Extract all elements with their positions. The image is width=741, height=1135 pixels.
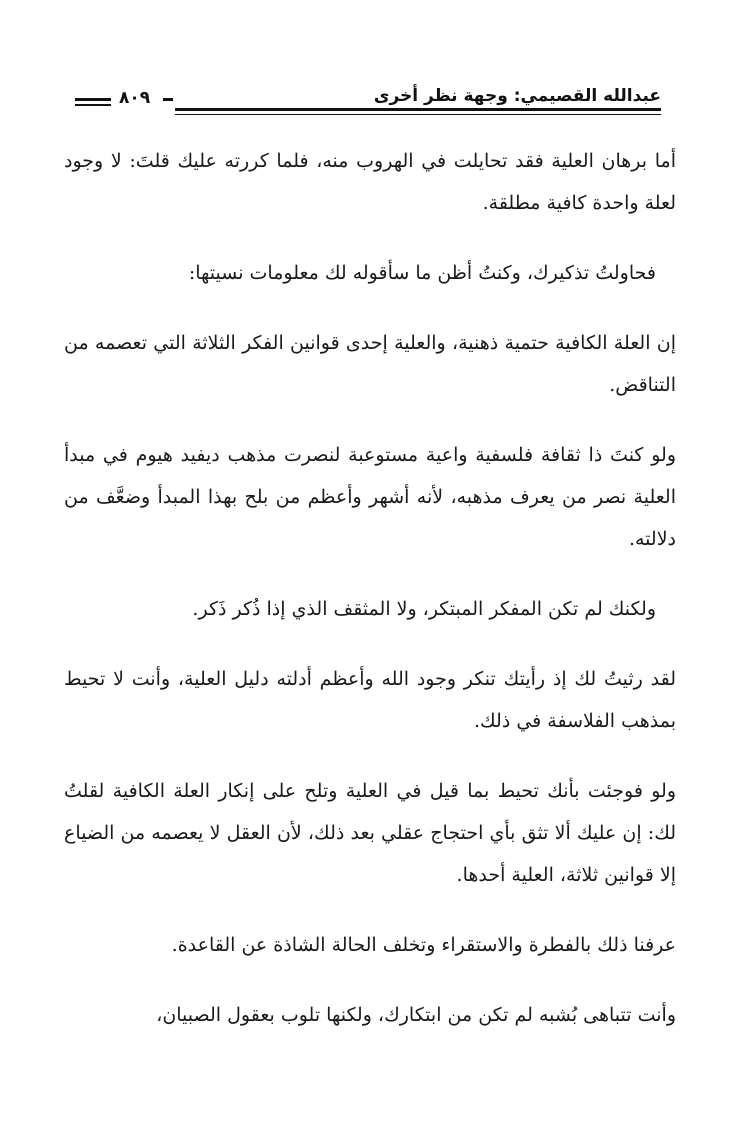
header-rule [175,108,661,111]
paragraph: ولو فوجئت بأنك تحيط بما قيل في العلية وتلح على إنكار العلة الكافية لقلتُ لك: إن عليك ألا تثق بأي احتجاج عقلي بعد ذلك، لأن العقل لا يعصمه من الضياع إلا قوانين ثلاثة، العلية أحدها. [64,780,676,886]
running-header-title: عبدالله القصيمي: وجهة نظر أخرى [373,86,661,106]
paragraph: لقد رثيتُ لك إذ رأيتك تنكر وجود الله وأعظم أدلته دليل العلية، وأنت لا تحيط بمذهب الفلاسفة في ذلك. [64,668,676,732]
paragraph: إن العلة الكافية حتمية ذهنية، والعلية إحدى قوانين الفكر الثلاثة التي تعصمه من التناقض. [64,332,676,396]
paragraph: ولو كنتَ ذا ثقافة فلسفية واعية مستوعبة لنصرت مذهب ديفيد هيوم في مبدأ العلية نصر من يعرف مذهبه، لأنه أشهر وأعظم من بلح بهذا المبدأ وضعَّف من دلالته. [64,444,676,550]
paragraph: وأنت تتباهى بُشبه لم تكن من ابتكارك، ولكنها تلوب بعقول الصبيان، [156,1004,676,1026]
body-text [64,140,676,1064]
running-header [75,84,661,124]
header-rule-thin [175,114,661,115]
header-dash-left-thin [75,104,111,106]
paragraph: عرفنا ذلك بالفطرة والاستقراء وتخلف الحالة الشاذة عن القاعدة. [171,934,676,956]
header-dash-left [75,98,111,101]
page-number: ٨٠٩ [119,88,151,108]
paragraph: فحاولتُ تذكيرك، وكنتُ أظن ما سأقوله لك معلومات نسيتها: [188,262,656,284]
paragraph: ولكنك لم تكن المفكر المبتكر، ولا المثقف الذي إذا ذُكر ذَكر. [192,598,656,620]
header-dash-right [163,98,173,101]
paragraph: أما برهان العلية فقد تحايلت في الهروب منه، فلما كررته عليك قلتَ: لا وجود لعلة واحدة كافية مطلقة. [64,150,676,214]
